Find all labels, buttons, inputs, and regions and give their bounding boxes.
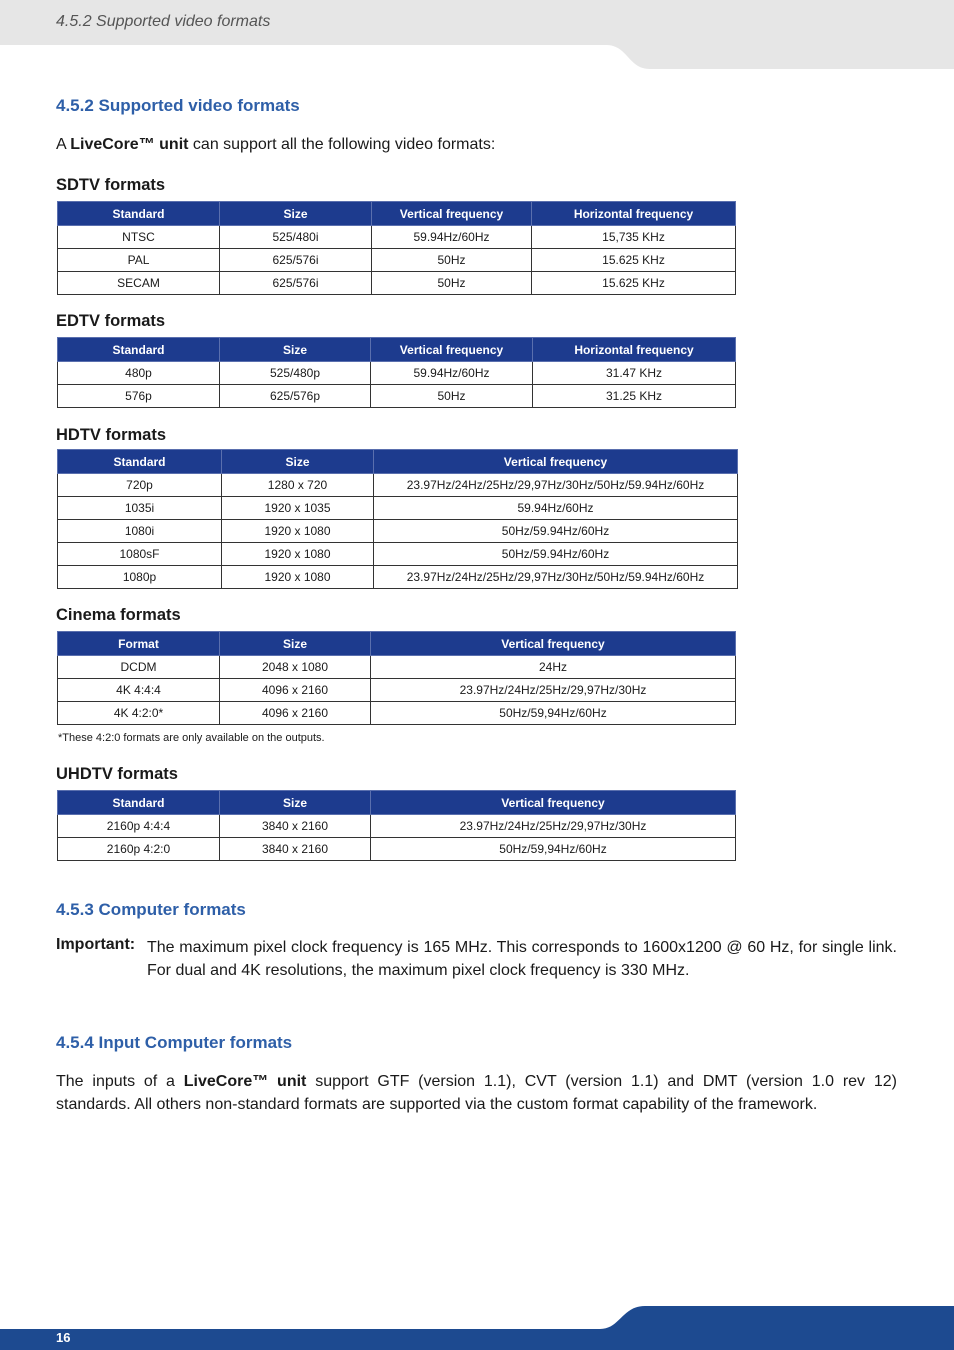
sdtv-title: SDTV formats	[56, 176, 166, 194]
column-header: Standard	[58, 338, 220, 362]
table-cell: 1920 x 1035	[222, 497, 374, 520]
column-header: Horizontal frequency	[532, 202, 736, 226]
table-cell: 1280 x 720	[222, 474, 374, 497]
body-suffix: support GTF (version 1.1), CVT (version 1.1) and DMT (version 1.0 rev 12) standards. All others non-standard formats are supported via the custom format capability of the framework.	[56, 1073, 897, 1113]
column-header: Size	[220, 202, 372, 226]
table-cell: 1080sF	[58, 543, 222, 566]
table-cell: 50Hz/59.94Hz/60Hz	[374, 520, 738, 543]
table-cell: 3840 x 2160	[220, 838, 371, 861]
table-row	[58, 702, 736, 725]
table-row	[58, 249, 736, 272]
footer-band-shape	[0, 1300, 954, 1350]
important-label: Important:	[56, 936, 136, 953]
table-row	[58, 838, 736, 861]
column-header: Vertical frequency	[371, 338, 533, 362]
table-cell: 4K 4:4:4	[58, 679, 220, 702]
table-cell: SECAM	[58, 272, 220, 295]
column-header: Size	[220, 338, 371, 362]
table-row	[58, 543, 738, 566]
cinema-footnote: *These 4:2:0 formats are only available on the outputs.	[58, 732, 325, 744]
table-cell: 23.97Hz/24Hz/25Hz/29,97Hz/30Hz/50Hz/59.94Hz/60Hz	[374, 566, 738, 589]
important-text: The maximum pixel clock frequency is 165 MHz. This corresponds to 1600x1200 @ 60 Hz, for single link. For dual and 4K resolutions, the maximum pixel clock frequency is 330 MHz.	[147, 939, 897, 979]
table-cell: 4096 x 2160	[220, 679, 371, 702]
column-header: Size	[220, 791, 371, 815]
table-cell: 50Hz	[372, 272, 532, 295]
table-cell: 1080p	[58, 566, 222, 589]
table-cell: 525/480i	[220, 226, 372, 249]
table-row	[58, 385, 736, 408]
sdtv-table	[57, 201, 736, 295]
table-row	[58, 566, 738, 589]
table-cell: 1080i	[58, 520, 222, 543]
table-header-row	[58, 791, 736, 815]
table-header-row	[58, 450, 738, 474]
intro-paragraph	[56, 133, 495, 156]
body-product-name: LiveCore™ unit	[183, 1073, 307, 1090]
intro-suffix: can support all the following video formats:	[188, 136, 496, 153]
section-title-computer-formats: 4.5.3 Computer formats	[56, 900, 246, 919]
hdtv-title: HDTV formats	[56, 426, 167, 444]
table-row	[58, 497, 738, 520]
uhdtv-title: UHDTV formats	[56, 765, 178, 783]
section-title-supported-video-formats: 4.5.2 Supported video formats	[56, 96, 300, 115]
table-cell: 625/576p	[220, 385, 371, 408]
column-header: Standard	[58, 450, 222, 474]
table-cell: DCDM	[58, 656, 220, 679]
table-cell: 23.97Hz/24Hz/25Hz/29,97Hz/30Hz	[371, 815, 736, 838]
table-cell: 720p	[58, 474, 222, 497]
running-header: 4.5.2 Supported video formats	[56, 13, 271, 30]
body-prefix: The inputs of a	[56, 1073, 184, 1090]
table-cell: PAL	[58, 249, 220, 272]
table-header-row	[58, 632, 736, 656]
table-row	[58, 679, 736, 702]
table-cell: 3840 x 2160	[220, 815, 371, 838]
column-header: Vertical frequency	[372, 202, 532, 226]
section-title-input-computer-formats: 4.5.4 Input Computer formats	[56, 1033, 293, 1052]
table-cell: 50Hz/59,94Hz/60Hz	[371, 838, 736, 861]
table-cell: 15,735 KHz	[532, 226, 736, 249]
table-row	[58, 474, 738, 497]
table-cell: 24Hz	[371, 656, 736, 679]
table-cell: 59.94Hz/60Hz	[371, 362, 533, 385]
table-cell: 2048 x 1080	[220, 656, 371, 679]
table-cell: 1920 x 1080	[222, 543, 374, 566]
table-cell: 59.94Hz/60Hz	[372, 226, 532, 249]
table-cell: NTSC	[58, 226, 220, 249]
table-cell: 1920 x 1080	[222, 566, 374, 589]
table-row	[58, 272, 736, 295]
table-cell: 4096 x 2160	[220, 702, 371, 725]
table-cell: 625/576i	[220, 272, 372, 295]
table-cell: 50Hz/59,94Hz/60Hz	[371, 702, 736, 725]
column-header: Vertical frequency	[371, 791, 736, 815]
hdtv-table	[57, 449, 738, 589]
table-cell: 31.25 KHz	[533, 385, 736, 408]
table-cell: 23.97Hz/24Hz/25Hz/29,97Hz/30Hz	[371, 679, 736, 702]
table-row	[58, 656, 736, 679]
header-band-shape	[0, 0, 954, 70]
table-cell: 23.97Hz/24Hz/25Hz/29,97Hz/30Hz/50Hz/59.94Hz/60Hz	[374, 474, 738, 497]
table-cell: 576p	[58, 385, 220, 408]
table-row	[58, 362, 736, 385]
table-cell: 2160p 4:2:0	[58, 838, 220, 861]
table-cell: 525/480p	[220, 362, 371, 385]
edtv-title: EDTV formats	[56, 312, 166, 330]
table-cell: 50Hz	[371, 385, 533, 408]
column-header: Horizontal frequency	[533, 338, 736, 362]
table-cell: 15.625 KHz	[532, 249, 736, 272]
table-cell: 1920 x 1080	[222, 520, 374, 543]
table-header-row	[58, 338, 736, 362]
table-cell: 625/576i	[220, 249, 372, 272]
table-cell: 4K 4:2:0*	[58, 702, 220, 725]
column-header: Vertical frequency	[371, 632, 736, 656]
table-cell: 15.625 KHz	[532, 272, 736, 295]
cinema-table	[57, 631, 736, 725]
table-cell: 50Hz/59.94Hz/60Hz	[374, 543, 738, 566]
uhdtv-table	[57, 790, 736, 861]
page-number: 16	[56, 1330, 71, 1345]
table-cell: 1035i	[58, 497, 222, 520]
column-header: Vertical frequency	[374, 450, 738, 474]
table-cell: 480p	[58, 362, 220, 385]
table-cell: 50Hz	[372, 249, 532, 272]
column-header: Standard	[58, 791, 220, 815]
input-formats-paragraph	[56, 1070, 897, 1116]
table-row	[58, 520, 738, 543]
table-row	[58, 226, 736, 249]
column-header: Size	[222, 450, 374, 474]
table-header-row	[58, 202, 736, 226]
cinema-title: Cinema formats	[56, 606, 181, 624]
column-header: Format	[58, 632, 220, 656]
page-header	[0, 0, 954, 70]
page-footer	[0, 1300, 954, 1350]
table-row	[58, 815, 736, 838]
intro-product-name: LiveCore™ unit	[70, 136, 189, 153]
intro-prefix: A	[56, 136, 71, 153]
table-cell: 31.47 KHz	[533, 362, 736, 385]
table-cell: 2160p 4:4:4	[58, 815, 220, 838]
edtv-table	[57, 337, 736, 408]
table-cell: 59.94Hz/60Hz	[374, 497, 738, 520]
column-header: Standard	[58, 202, 220, 226]
column-header: Size	[220, 632, 371, 656]
